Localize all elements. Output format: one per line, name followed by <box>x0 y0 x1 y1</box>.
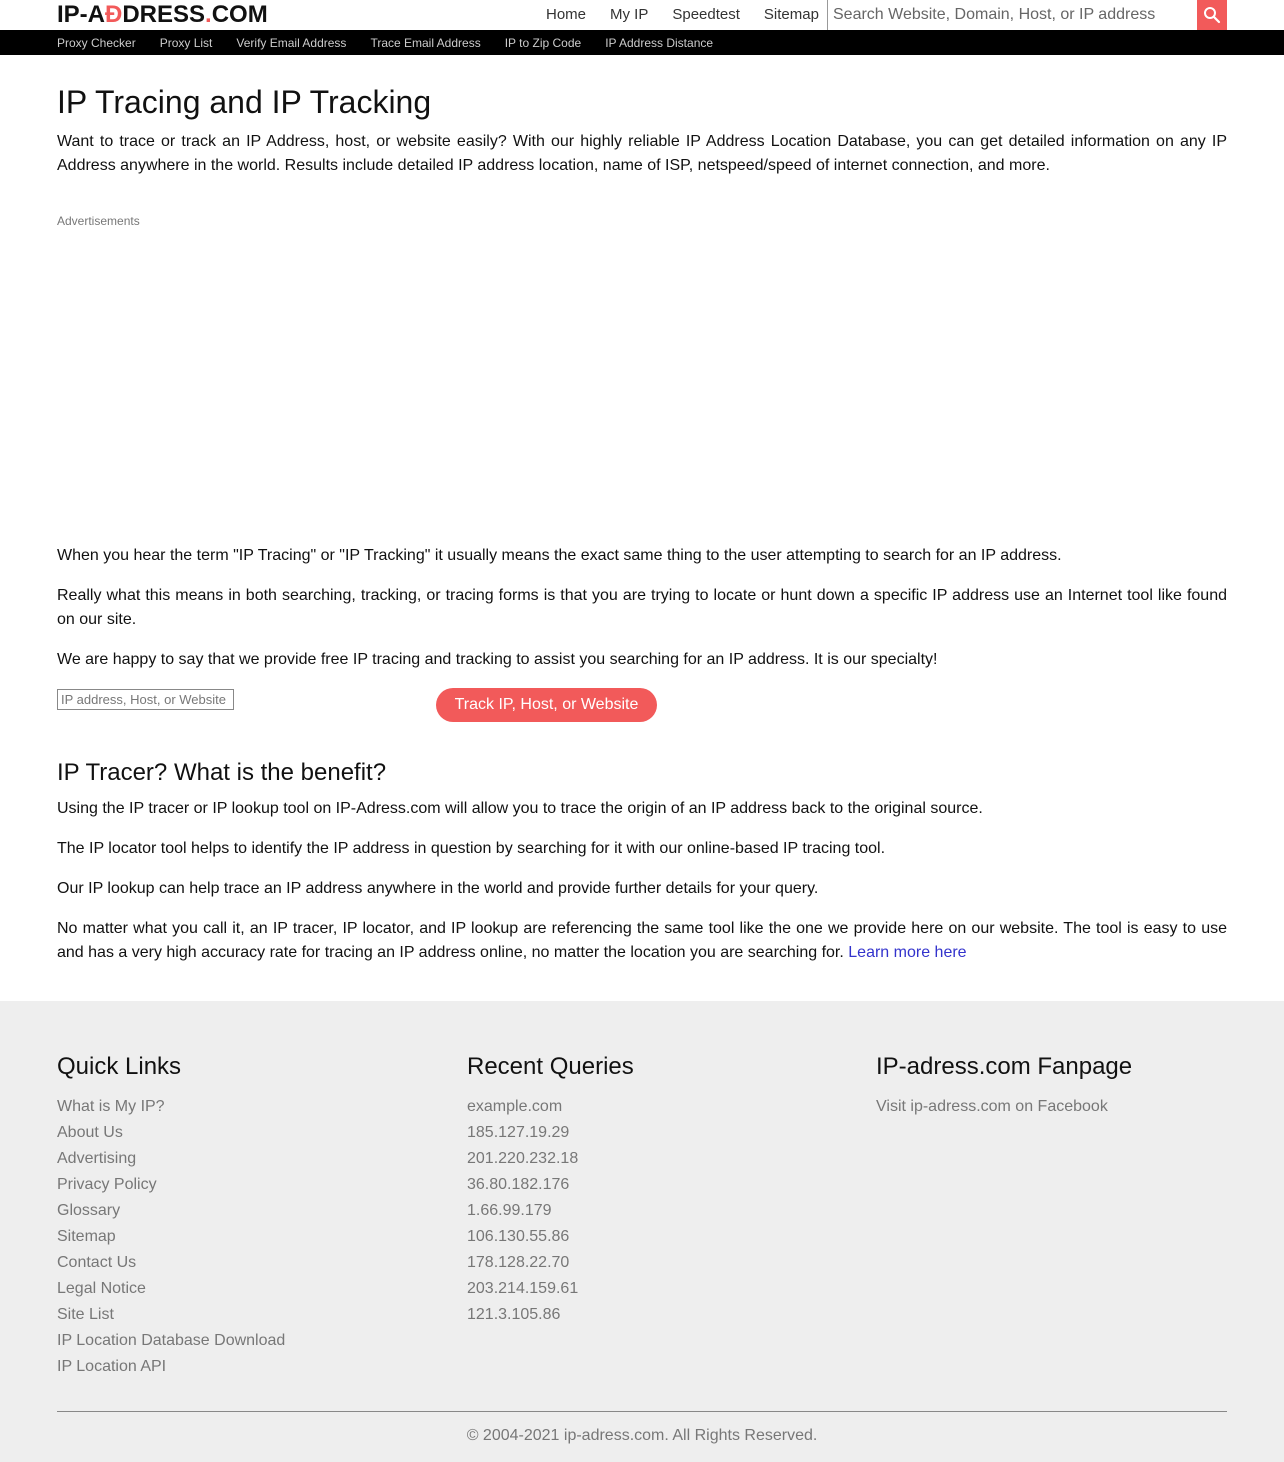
recent-query[interactable]: 203.214.159.61 <box>467 1280 579 1297</box>
quick-link[interactable]: What is My IP? <box>57 1098 165 1115</box>
logo-text-mid: DRESS <box>122 1 206 28</box>
quick-link[interactable]: IP Location API <box>57 1358 167 1375</box>
logo-text-suffix: COM <box>211 1 268 28</box>
nav-speedtest[interactable]: Speedtest <box>672 6 740 23</box>
quick-link[interactable]: Advertising <box>57 1150 137 1167</box>
paragraph: Really what this means in both searching, tracking, or tracing forms is that you are trying to locate or hunt down a specific IP address use an Internet tool like found on our site. <box>57 587 1227 628</box>
recent-queries-title: Recent Queries <box>467 1053 634 1080</box>
recent-query[interactable]: 185.127.19.29 <box>467 1124 570 1141</box>
paragraph: Our IP lookup can help trace an IP address anywhere in the world and provide further details for your query. <box>57 880 819 897</box>
site-logo[interactable] <box>57 1 268 29</box>
recent-query[interactable]: 106.130.55.86 <box>467 1228 570 1245</box>
top-header <box>0 0 1284 30</box>
search-input[interactable] <box>828 0 1198 30</box>
subnav-verify-email[interactable]: Verify Email Address <box>236 35 347 50</box>
benefit-section <box>57 797 1227 965</box>
recent-query[interactable]: 201.220.232.18 <box>467 1150 579 1167</box>
sub-nav <box>0 30 1284 55</box>
track-button[interactable]: Track IP, Host, or Website <box>436 688 657 722</box>
quick-links-title: Quick Links <box>57 1053 182 1080</box>
paragraph: We are happy to say that we provide free IP tracing and tracking to assist you searching for an IP address. It is our specialty! <box>57 651 938 668</box>
tracing-paragraphs <box>57 544 1227 672</box>
quick-link[interactable]: Contact Us <box>57 1254 137 1271</box>
paragraph-text: No matter what you call it, an IP tracer, IP locator, and IP lookup are referencing the same tool like the one we provide here on our website. The tool is easy to use and has a very high accuracy rate for tracing an IP address online, no matter the location you are searching for. <box>57 920 1227 961</box>
subnav-ip-distance[interactable]: IP Address Distance <box>605 35 714 50</box>
quick-link[interactable]: About Us <box>57 1124 123 1141</box>
track-input[interactable] <box>57 689 234 710</box>
search-icon <box>1203 6 1221 24</box>
facebook-link[interactable]: Visit ip-adress.com on Facebook <box>876 1098 1108 1115</box>
footer-divider <box>57 1411 1227 1412</box>
benefit-heading: IP Tracer? What is the benefit? <box>57 759 387 786</box>
paragraph: Using the IP tracer or IP lookup tool on IP-Adress.com will allow you to trace the origin of an IP address back to the original source. <box>57 800 983 817</box>
recent-query[interactable]: 1.66.99.179 <box>467 1202 552 1219</box>
quick-link[interactable]: Legal Notice <box>57 1280 146 1297</box>
nav-sitemap[interactable]: Sitemap <box>763 6 819 23</box>
logo-text-accent: Đ <box>105 1 123 28</box>
ads-label: Advertisements <box>57 214 140 228</box>
recent-query[interactable]: example.com <box>467 1098 563 1115</box>
paragraph-with-link <box>57 917 1227 965</box>
intro-paragraph: Want to trace or track an IP Address, host, or website easily? With our highly reliable IP Address Location Database, you can get detailed information on any IP Address anywhere in the world. Results include detailed IP address location, name of ISP, netspeed/speed of internet connection, and more. <box>57 133 1227 174</box>
recent-queries-column <box>467 1052 634 1328</box>
header-search <box>827 0 1227 30</box>
recent-query[interactable]: 121.3.105.86 <box>467 1306 561 1323</box>
quick-links-column <box>57 1052 285 1380</box>
fanpage-column <box>876 1052 1132 1120</box>
footer <box>0 1001 1284 1462</box>
nav-my-ip[interactable]: My IP <box>610 6 649 23</box>
ad-space <box>57 228 1227 544</box>
quick-link[interactable]: Glossary <box>57 1202 121 1219</box>
quick-link[interactable]: Sitemap <box>57 1228 116 1245</box>
paragraph: The IP locator tool helps to identify the IP address in question by searching for it with our online-based IP tracing tool. <box>57 840 886 857</box>
quick-link[interactable]: Privacy Policy <box>57 1176 157 1193</box>
search-button[interactable] <box>1197 0 1227 30</box>
recent-query[interactable]: 36.80.182.176 <box>467 1176 570 1193</box>
learn-more-link[interactable]: Learn more here <box>848 944 967 961</box>
logo-text-dot: . <box>205 1 212 28</box>
paragraph: When you hear the term "IP Tracing" or "IP Tracking" it usually means the exact same thing to the user attempting to search for an IP address. <box>57 547 1062 564</box>
copyright: © 2004-2021 ip-adress.com. All Rights Reserved. <box>466 1427 818 1444</box>
subnav-proxy-checker[interactable]: Proxy Checker <box>57 35 136 50</box>
main-nav <box>546 0 843 30</box>
quick-link[interactable]: Site List <box>57 1306 114 1323</box>
quick-link[interactable]: IP Location Database Download <box>57 1332 286 1349</box>
track-form <box>57 688 1227 722</box>
logo-text-prefix: IP-A <box>57 1 105 28</box>
subnav-trace-email[interactable]: Trace Email Address <box>370 35 481 50</box>
subnav-ip-to-zip[interactable]: IP to Zip Code <box>504 35 582 50</box>
recent-query[interactable]: 178.128.22.70 <box>467 1254 570 1271</box>
subnav-proxy-list[interactable]: Proxy List <box>159 35 213 50</box>
nav-home[interactable]: Home <box>546 6 587 23</box>
page-title: IP Tracing and IP Tracking <box>57 84 432 120</box>
main-content <box>0 84 1284 965</box>
fanpage-title: IP-adress.com Fanpage <box>876 1053 1133 1080</box>
